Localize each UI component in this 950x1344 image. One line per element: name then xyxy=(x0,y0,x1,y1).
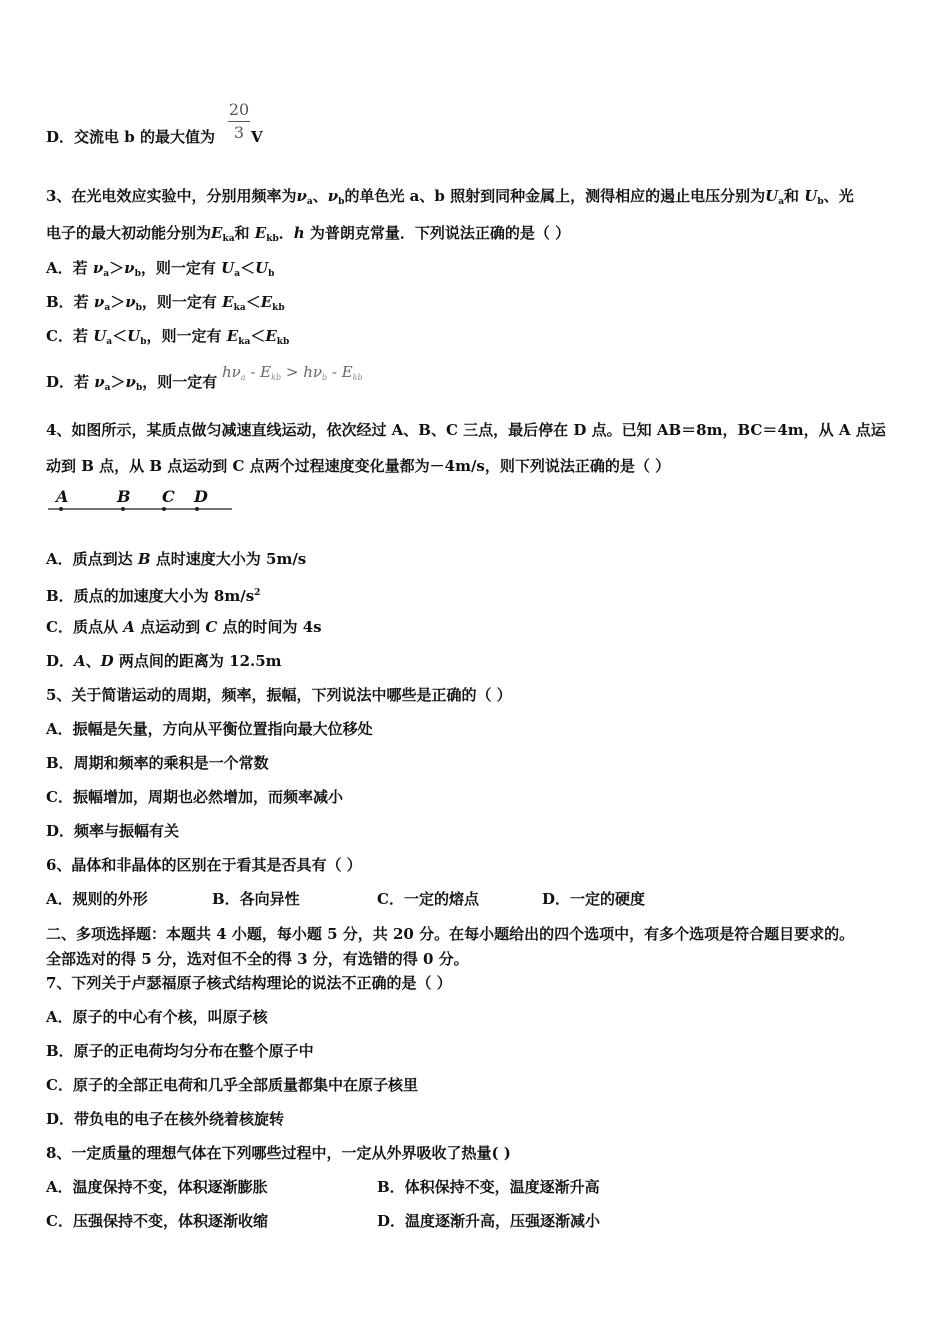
q7-option-d: D．带负电的电子在核外绕着核旋转 xyxy=(46,1110,285,1128)
point-a-label: A xyxy=(56,487,69,506)
option-text: 点时速度大小为 5m/s xyxy=(155,550,307,568)
q6-option-d: D．一定的硬度 xyxy=(542,890,646,908)
section2-heading-line1: 二、多项选择题：本题共 4 小题，每小题 5 分，共 20 分。在每小题给出的四个选项中，有多个选项是符合题目要求的。 xyxy=(46,925,855,943)
option-text: 两点间的距离为 12.5m xyxy=(118,652,282,670)
q5-option-b: B．周期和频率的乘积是一个常数 xyxy=(46,754,269,772)
q8-option-b: B．体积保持不变，温度逐渐升高 xyxy=(377,1178,600,1196)
q4-option-a: A．质点到达 B 点时速度大小为 5m/s xyxy=(46,550,307,568)
point-b-label: B xyxy=(117,487,131,506)
option-label: C．若 xyxy=(46,327,88,345)
q3-stem-part: 为普朗克常量．下列说法正确的是（ ） xyxy=(309,224,571,242)
q6-option-a: A．规则的外形 xyxy=(46,890,148,908)
point-d-dot xyxy=(195,507,199,511)
q3-option-d-formula: $h\nu_a - E_{kb} > h\nu_b - E_{kb}$ xyxy=(222,363,363,382)
option-text: C．质点从 xyxy=(46,618,118,636)
option-text: ，则一定有 xyxy=(140,259,216,277)
q2-option-d-label: D．交流电 b 的最大值为 xyxy=(46,128,215,146)
fraction-numerator: 20 xyxy=(228,100,250,119)
q3-option-b: B．若 $\nu_a>\nu_b$，则一定有 $E_{ka}<E_{kb}$ xyxy=(46,293,285,313)
option-text: A．质点到达 xyxy=(46,550,133,568)
q4-option-b xyxy=(46,583,260,606)
q3-stem-part: 的单色光 a、b 照射到同种金属上，测得相应的遏止电压分别为 xyxy=(344,187,766,205)
q5-option-c: C．振幅增加，周期也必然增加，而频率减小 xyxy=(46,788,343,806)
q3-option-c: C．若 $U_a<U_b$，则一定有 $E_{ka}<E_{kb}$ xyxy=(46,327,290,347)
q5-stem: 5、关于简谐运动的周期，频率，振幅，下列说法中哪些是正确的（ ） xyxy=(46,686,512,704)
q7-option-a: A．原子的中心有个核，叫原子核 xyxy=(46,1008,268,1026)
q3-stem-line1: 3、在光电效应实验中，分别用频率为$\nu_a$、$\nu_b$的单色光 a、b 照射到同种金属上，测得相应的遏止电压分别为$U_a$和 $U_b$、光 xyxy=(46,187,854,207)
q3-stem-part: 光 xyxy=(838,187,854,205)
q4-option-d: D．A、D 两点间的距离为 12.5m xyxy=(46,652,282,670)
q7-option-b: B．原子的正电荷均匀分布在整个原子中 xyxy=(46,1042,314,1060)
q5-option-a: A．振幅是矢量，方向从平衡位置指向最大位移处 xyxy=(46,720,373,738)
point-a-dot xyxy=(59,507,63,511)
q3-option-a: A．若 $\nu_a>\nu_b$，则一定有 $U_a<U_b$ xyxy=(46,259,275,279)
option-text: 点运动到 xyxy=(140,618,201,636)
section2-heading-line2: 全部选对的得 5 分，选对但不全的得 3 分，有选错的得 0 分。 xyxy=(46,950,469,968)
fraction-denominator: 3 xyxy=(233,123,245,142)
q8-stem: 8、一定质量的理想气体在下列哪些过程中，一定从外界吸收了热量( ) xyxy=(46,1144,511,1162)
q7-option-c: C．原子的全部正电荷和几乎全部质量都集中在原子核里 xyxy=(46,1076,418,1094)
q3-stem-line2: 电子的最大初动能分别为$E_{ka}$和 $E_{kb}$．h 为普朗克常量．下列说法正确的是（ ） xyxy=(46,224,571,244)
option-text: B．质点的加速度大小为 8m/s xyxy=(46,587,255,605)
option-text: ，则一定有 xyxy=(141,293,217,311)
q7-stem: 7、下列关于卢瑟福原子核式结构理论的说法不正确的是（ ） xyxy=(46,974,452,992)
option-text: ，则一定有 xyxy=(146,327,222,345)
q3-option-d: D．若 $\nu_a>\nu_b$，则一定有 xyxy=(46,373,218,393)
q4-option-c: C．质点从 A 点运动到 C 点的时间为 4s xyxy=(46,618,322,636)
q4-stem-line1: 4、如图所示，某质点做匀减速直线运动，依次经过 A、B、C 三点，最后停在 D 点。已知 AB＝8m，BC＝4m，从 A 点运 xyxy=(46,421,886,439)
q5-option-d: D．频率与振幅有关 xyxy=(46,822,180,840)
fraction-bar xyxy=(228,121,250,122)
point-d-label: D xyxy=(194,487,208,506)
q4-stem-line2: 动到 B 点，从 B 点运动到 C 点两个过程速度变化量都为－4m/s，则下列说法正确的是（ ） xyxy=(46,457,671,475)
option-label: D．若 xyxy=(46,373,90,391)
q8-option-c: C．压强保持不变，体积逐渐收缩 xyxy=(46,1212,268,1230)
q6-option-b: B．各向异性 xyxy=(212,890,300,908)
superscript: 2 xyxy=(254,588,261,598)
q2-option-d-unit: V xyxy=(250,128,263,146)
q4-motion-figure xyxy=(46,486,236,518)
option-text: 点的时间为 4s xyxy=(222,618,322,636)
option-text: D． xyxy=(46,652,75,670)
q3-stem-part: 电子的最大初动能分别为 xyxy=(46,224,212,242)
option-label: B．若 xyxy=(46,293,89,311)
q6-option-c: C．一定的熔点 xyxy=(377,890,479,908)
point-b-dot xyxy=(121,507,125,511)
q8-option-d: D．温度逐渐升高，压强逐渐减小 xyxy=(377,1212,601,1230)
option-label: A．若 xyxy=(46,259,88,277)
q2-option-d xyxy=(46,127,263,147)
q8-option-a: A．温度保持不变，体积逐渐膨胀 xyxy=(46,1178,268,1196)
point-c-label: C xyxy=(162,487,175,506)
option-text: ，则一定有 xyxy=(142,373,218,391)
q3-stem-part: 3、在光电效应实验中，分别用频率为 xyxy=(46,187,297,205)
point-c-dot xyxy=(162,507,166,511)
q6-stem: 6、晶体和非晶体的区别在于看其是否具有（ ） xyxy=(46,856,362,874)
